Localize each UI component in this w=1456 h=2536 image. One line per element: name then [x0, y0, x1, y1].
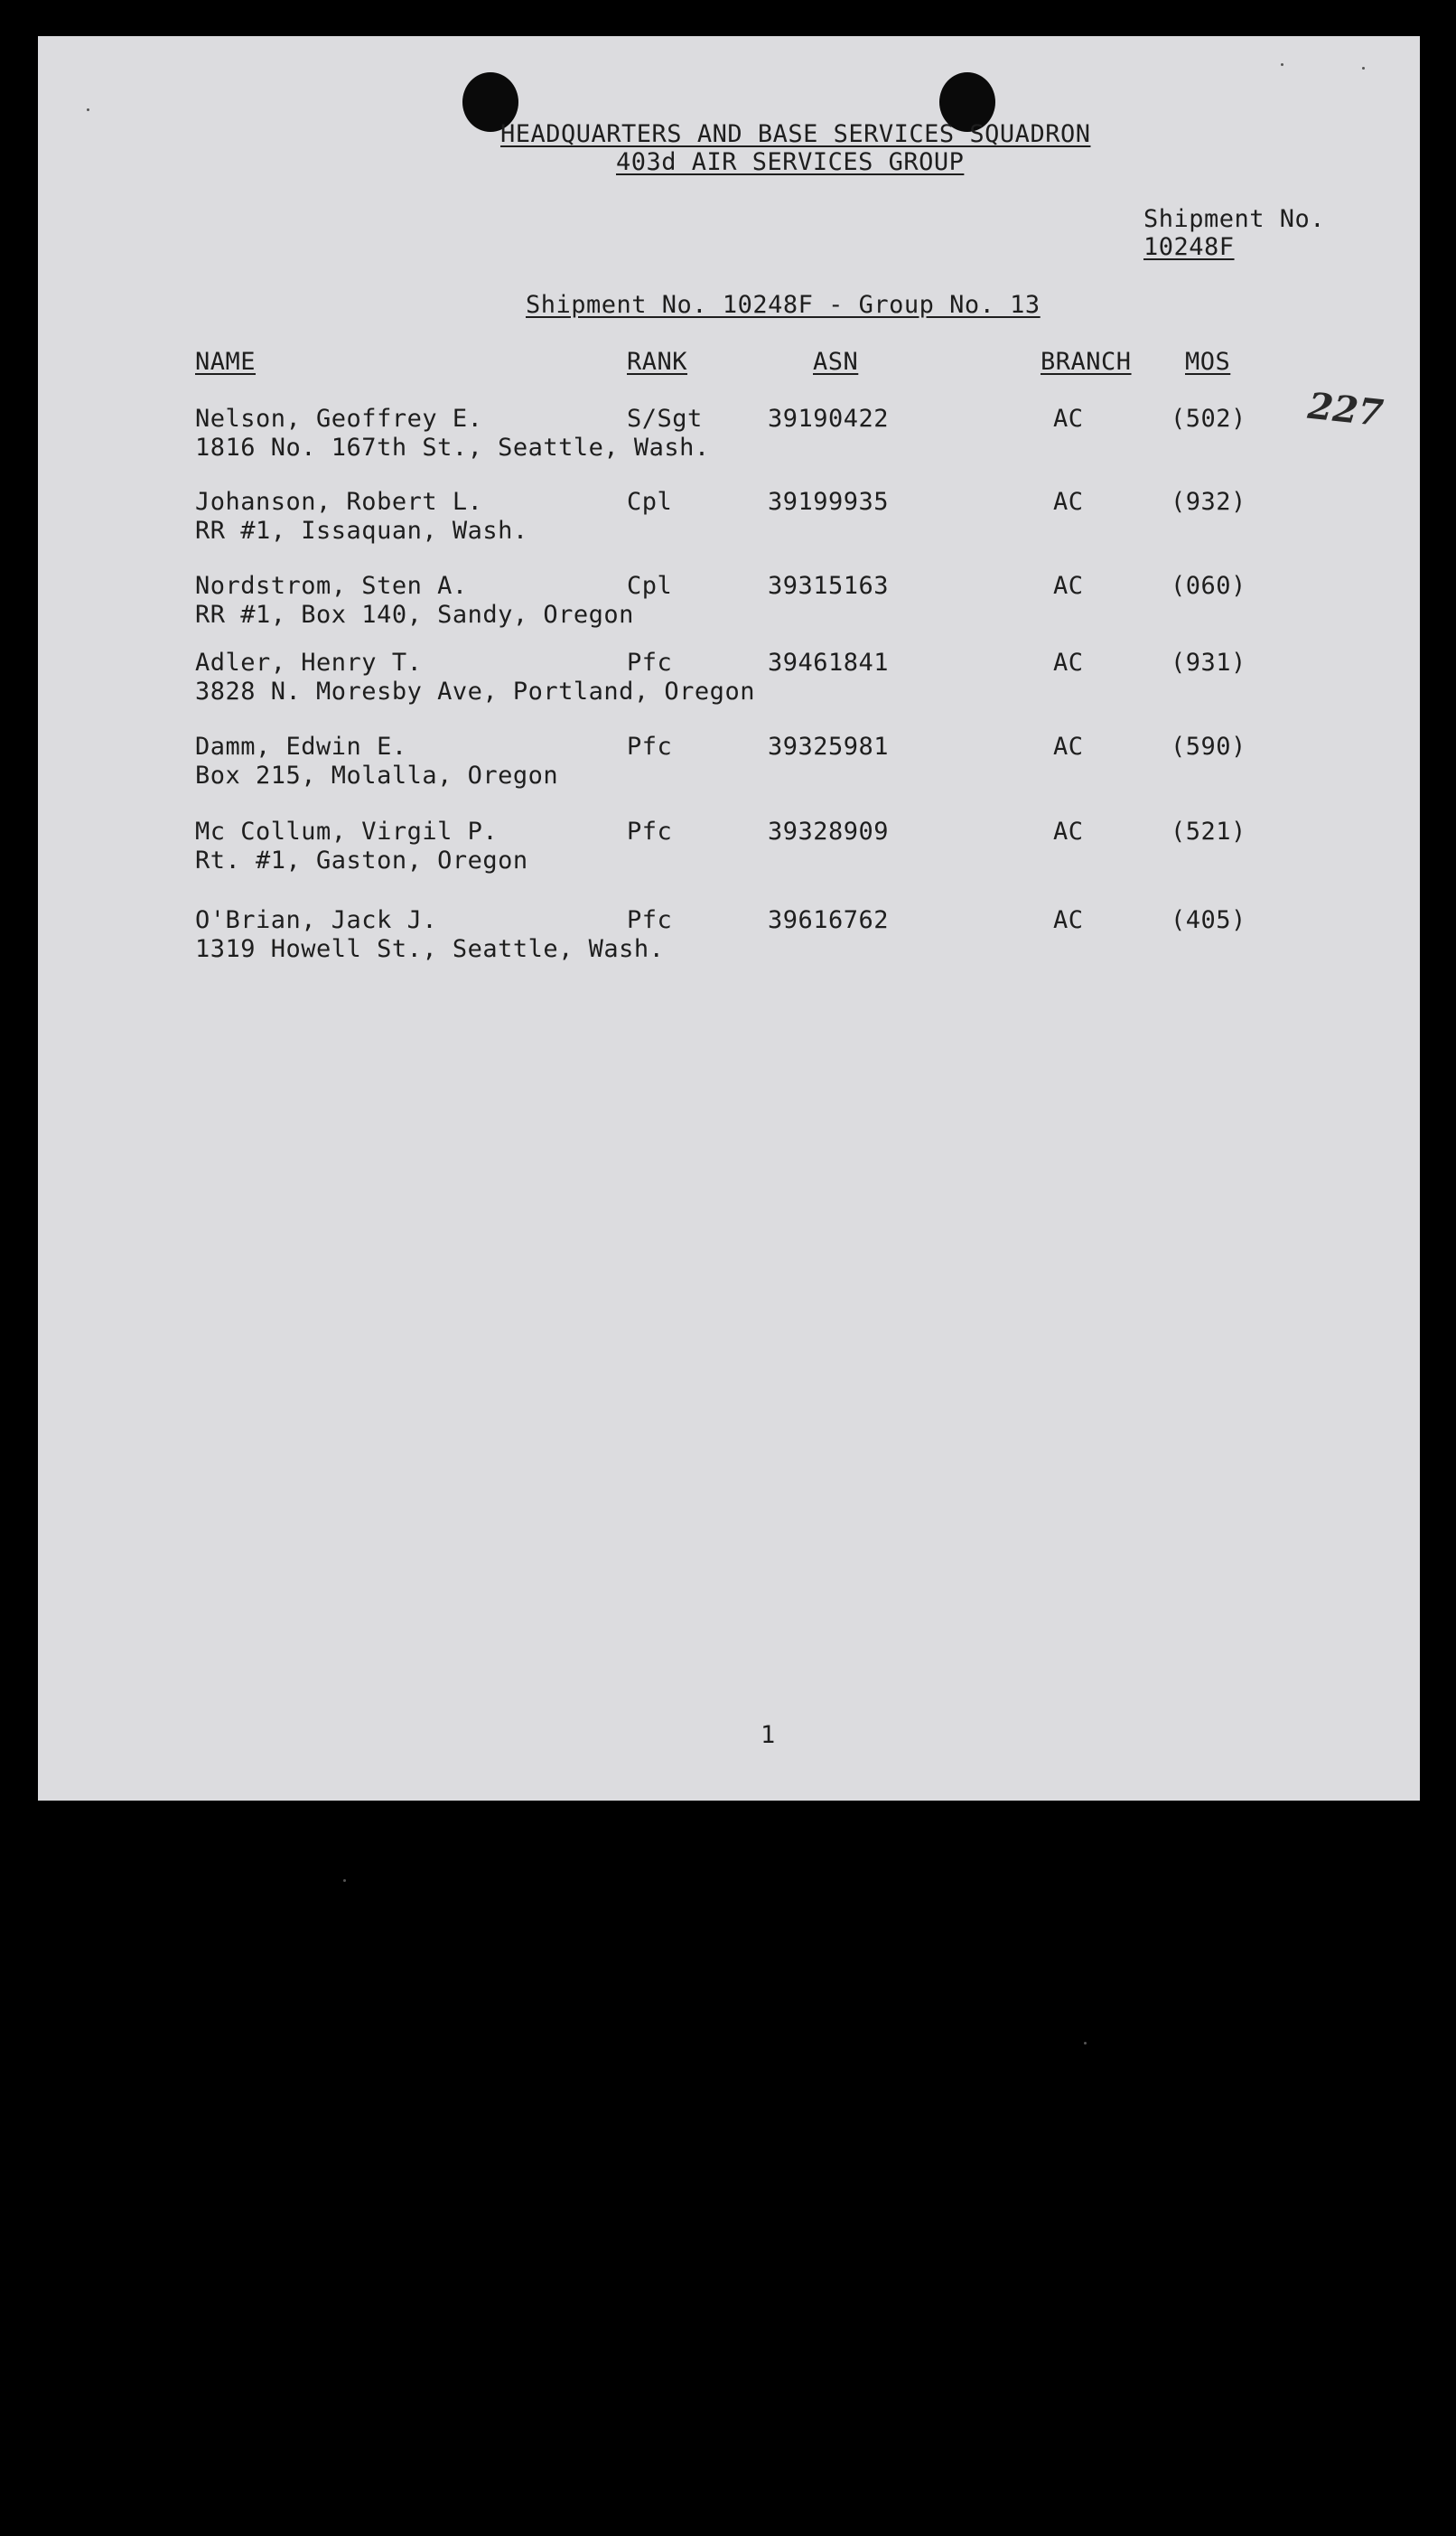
personnel-asn: 39616762 [768, 906, 890, 934]
personnel-name: Mc Collum, Virgil P. [195, 818, 499, 846]
personnel-address: 1816 No. 167th St., Seattle, Wash. [195, 434, 710, 462]
personnel-address: 3828 N. Moresby Ave, Portland, Oregon [195, 678, 755, 706]
personnel-mos: (060) [1171, 572, 1246, 600]
personnel-asn: 39325981 [768, 733, 890, 761]
personnel-asn: 39461841 [768, 649, 890, 677]
personnel-branch: AC [1053, 572, 1084, 600]
personnel-branch: AC [1053, 405, 1084, 433]
column-header-name: NAME [195, 348, 257, 376]
personnel-rank: Pfc [627, 906, 673, 934]
table-row [38, 818, 1420, 890]
shipment-number: 10248F [1143, 233, 1235, 261]
personnel-address: Rt. #1, Gaston, Oregon [195, 847, 528, 875]
personnel-address: RR #1, Box 140, Sandy, Oregon [195, 601, 634, 629]
personnel-name: Adler, Henry T. [195, 649, 423, 677]
column-header-asn: ASN [813, 348, 859, 376]
scan-speck [1084, 2042, 1087, 2045]
personnel-mos: (932) [1171, 488, 1246, 516]
personnel-asn: 39328909 [768, 818, 890, 846]
personnel-branch: AC [1053, 488, 1084, 516]
personnel-asn: 39190422 [768, 405, 890, 433]
document-page [38, 36, 1420, 1801]
personnel-name: O'Brian, Jack J. [195, 906, 438, 934]
personnel-mos: (590) [1171, 733, 1246, 761]
table-row [38, 906, 1420, 978]
personnel-mos: (521) [1171, 818, 1246, 846]
column-header-mos: MOS [1185, 348, 1231, 376]
scan-speck [87, 108, 89, 111]
handwritten-page-stamp: 227 [1305, 384, 1386, 435]
column-header-branch: BRANCH [1041, 348, 1132, 376]
personnel-branch: AC [1053, 649, 1084, 677]
personnel-branch: AC [1053, 818, 1084, 846]
table-row [38, 649, 1420, 721]
personnel-mos: (405) [1171, 906, 1246, 934]
column-header-rank: RANK [627, 348, 688, 376]
group-subtitle: Shipment No. 10248F - Group No. 13 [526, 291, 1041, 319]
personnel-name: Damm, Edwin E. [195, 733, 407, 761]
personnel-branch: AC [1053, 733, 1084, 761]
table-row [38, 572, 1420, 644]
personnel-asn: 39199935 [768, 488, 890, 516]
personnel-branch: AC [1053, 906, 1084, 934]
personnel-rank: Cpl [627, 572, 673, 600]
table-row [38, 733, 1420, 805]
personnel-name: Johanson, Robert L. [195, 488, 483, 516]
personnel-name: Nelson, Geoffrey E. [195, 405, 483, 433]
personnel-rank: Pfc [627, 733, 673, 761]
header-line-2: 403d AIR SERVICES GROUP [616, 148, 965, 176]
table-row [38, 405, 1420, 477]
personnel-address: Box 215, Molalla, Oregon [195, 762, 559, 790]
scan-speck [1362, 67, 1365, 70]
personnel-rank: Cpl [627, 488, 673, 516]
shipment-label: Shipment No. [1143, 205, 1326, 233]
personnel-rank: S/Sgt [627, 405, 703, 433]
personnel-asn: 39315163 [768, 572, 890, 600]
personnel-address: RR #1, Issaquan, Wash. [195, 517, 528, 545]
personnel-rank: Pfc [627, 818, 673, 846]
personnel-name: Nordstrom, Sten A. [195, 572, 468, 600]
personnel-address: 1319 Howell St., Seattle, Wash. [195, 935, 665, 963]
scan-speck [343, 1879, 346, 1882]
table-row [38, 488, 1420, 560]
header-line-1: HEADQUARTERS AND BASE SERVICES SQUADRON [500, 120, 1091, 148]
personnel-mos: (931) [1171, 649, 1246, 677]
page-number: 1 [761, 1721, 776, 1749]
scan-speck [1281, 63, 1283, 66]
personnel-rank: Pfc [627, 649, 673, 677]
personnel-mos: (502) [1171, 405, 1246, 433]
